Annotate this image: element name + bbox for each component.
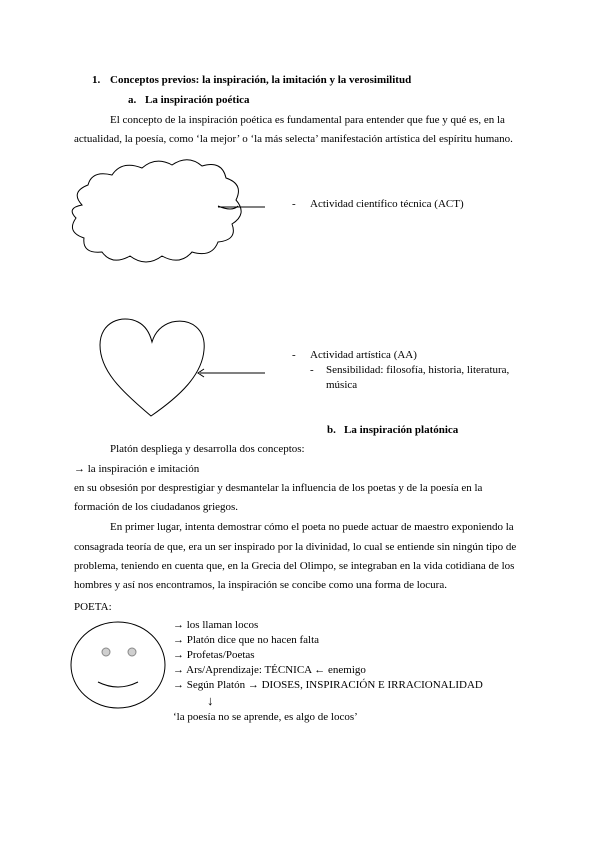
down-arrow-icon: ↓ — [207, 693, 214, 708]
poeta-item-2: → Platón dice que no hacen falta — [173, 634, 320, 646]
heart-icon — [100, 319, 204, 416]
intro-line-1: El concepto de la inspiración poética es fundamental para entender que fue y qué es, en la — [110, 114, 505, 126]
paragraph2-line-2: consagrada teoría de que, era un ser inspirado por la divinidad, lo cual se entiende sin ningún tipo de — [74, 541, 517, 553]
paragraph2-line-4: hombres y así nos encontramos, la inspiración se concibe como una forma de locura. — [74, 579, 447, 591]
poeta-heading: POETA: — [74, 601, 112, 613]
poeta-quote: ‘la poesía no se aprende, es algo de locos’ — [173, 711, 358, 723]
poeta-item-4: → Ars/Aprendizaje: TÉCNICA ← enemigo — [173, 664, 366, 676]
cloud-label: Actividad científico técnica (ACT) — [310, 198, 464, 210]
poeta-item-5: → Según Platón → DIOSES, INSPIRACIÓN E IRRACIONALIDAD — [173, 679, 483, 691]
cloud-bullet: - — [292, 198, 296, 210]
heart-bullet: - — [292, 349, 296, 361]
heart-sub-bullet: - — [310, 364, 314, 376]
subsection-a-title: La inspiración poética — [145, 94, 250, 106]
smiley-face-icon — [71, 622, 165, 708]
section-number: 1. — [92, 74, 101, 86]
platon-line-1: Platón despliega y desarrolla dos conceptos: — [110, 443, 305, 455]
heart-sub-label-line-1: Sensibilidad: filosofía, historia, literatura, — [326, 364, 510, 376]
subsection-b-letter: b. — [327, 424, 336, 436]
subsection-a-letter: a. — [128, 94, 137, 106]
cloud-icon — [72, 160, 241, 262]
poeta-item-3: → Profetas/Poetas — [173, 649, 255, 661]
subsection-b-title: La inspiración platónica — [344, 424, 459, 436]
paragraph2-line-1: En primer lugar, intenta demostrar cómo el poeta no puede actuar de maestro exponiendo la — [110, 521, 514, 533]
heart-sub-label-line-2: música — [326, 379, 358, 391]
intro-line-2: actualidad, la poesía, como ‘la mejor’ o ‘la más selecta’ manifestación artística del espíritu humano. — [74, 133, 513, 145]
platon-line-2: → la inspiración e imitación — [74, 463, 200, 475]
platon-line-3: en su obsesión por desprestigiar y desmantelar la influencia de los poetas y de la poesía en la — [74, 482, 483, 494]
section-title: Conceptos previos: la inspiración, la imitación y la verosimilitud — [110, 74, 412, 86]
heart-label: Actividad artística (AA) — [310, 349, 417, 361]
platon-line-4: formación de los ciudadanos griegos. — [74, 501, 239, 513]
paragraph2-line-3: problema, teniendo en cuenta que, en la Grecia del Olimpo, se integraban en la vida cotidiana de los — [74, 560, 515, 572]
poeta-item-1: → los llaman locos — [173, 619, 259, 631]
